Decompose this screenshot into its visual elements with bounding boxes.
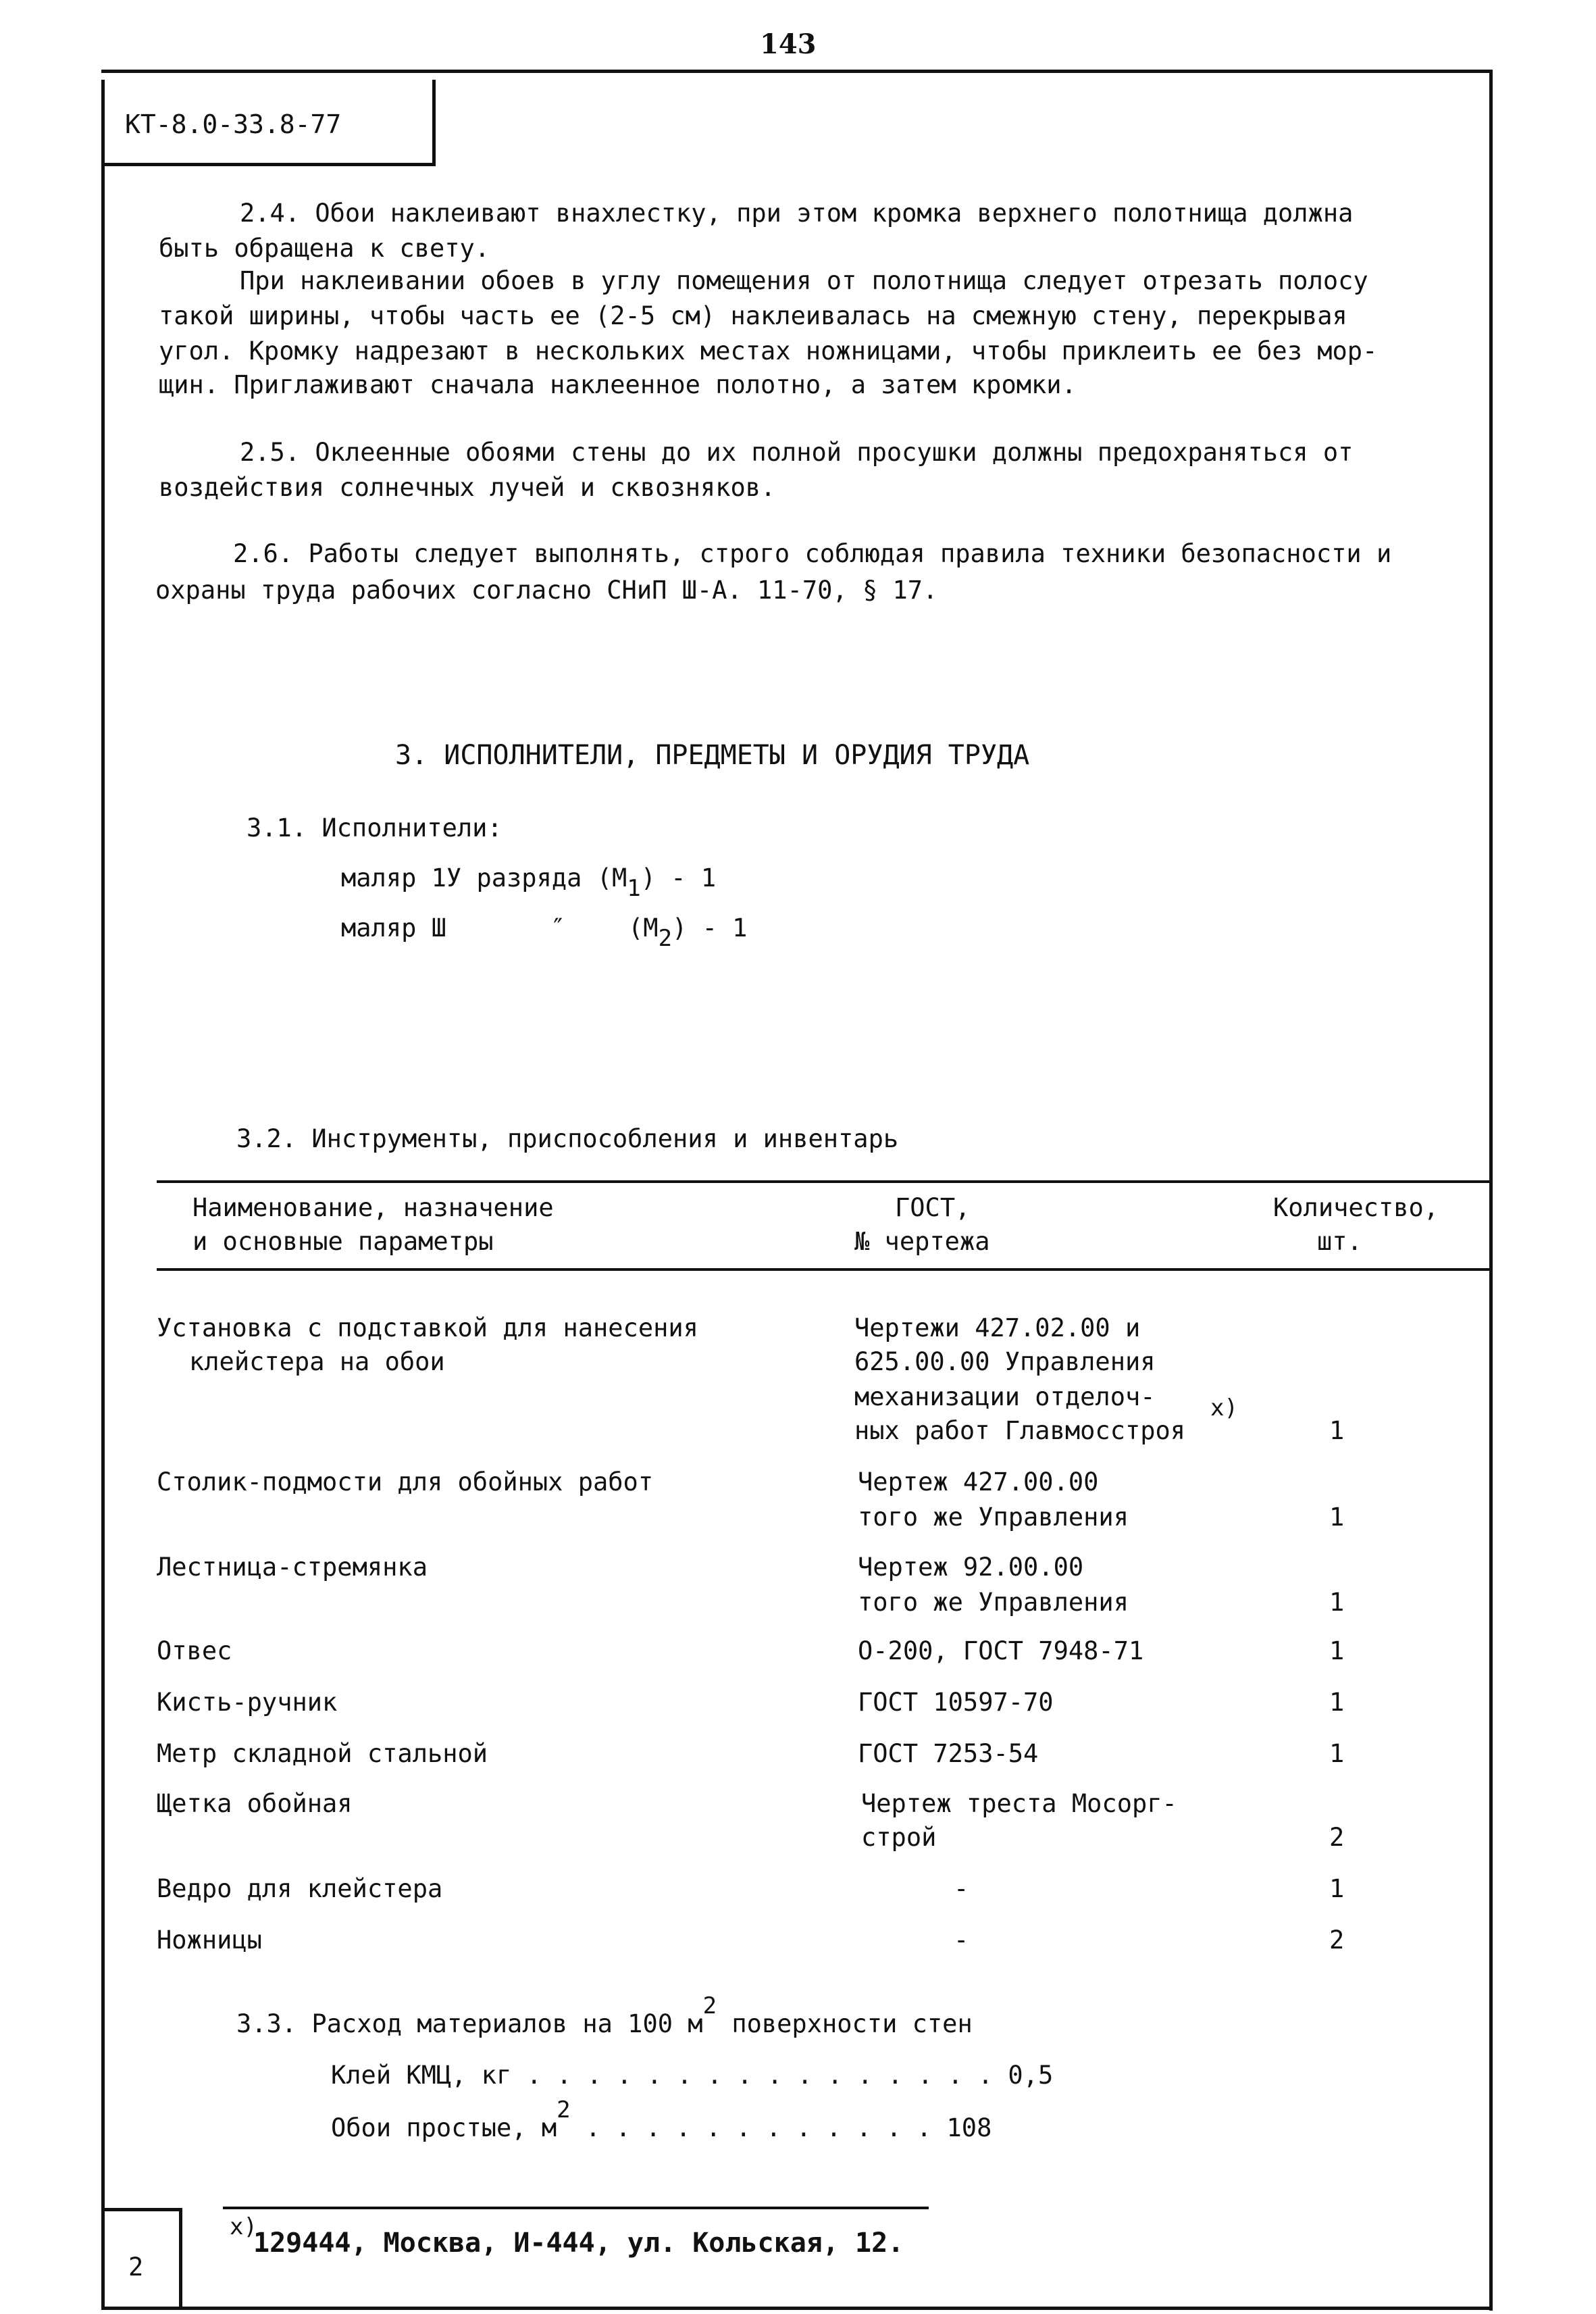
table-row-1-name-2: клейстера на обои xyxy=(189,1347,445,1376)
s33-item-wallpaper-tail: . . . . . . . . . . . . 108 xyxy=(570,2113,992,2142)
frame-left-border xyxy=(101,80,105,2309)
section-3-title: 3. ИСПОЛНИТЕЛИ, ПРЕДМЕТЫ И ОРУДИЯ ТРУДА xyxy=(395,740,1030,771)
table-row-2-gost-2: того же Управления xyxy=(858,1503,1129,1532)
table-row-8-qty: 1 xyxy=(1329,1874,1345,1903)
table-row-7-qty: 2 xyxy=(1329,1823,1345,1852)
sheet-number: 2 xyxy=(128,2253,144,2282)
s33-item-wallpaper-sup: 2 xyxy=(557,2096,571,2123)
p24-line-4: такой ширины, чтобы часть ее (2-5 см) наклеивалась на смежную стену, перекрывая xyxy=(159,301,1347,330)
table-header-gost-2: № чертежа xyxy=(854,1227,990,1256)
s32-heading: 3.2. Инструменты, приспособления и инвентарь xyxy=(236,1124,899,1153)
worker-1-text: маляр 1У разряда (М xyxy=(341,863,627,892)
worker-2-sub: 2 xyxy=(658,925,673,952)
table-row-6-name: Метр складной стальной xyxy=(157,1739,488,1768)
p25-line-2: воздействия солнечных лучей и сквозняков. xyxy=(159,473,776,502)
table-row-1-gost-1: Чертежи 427.02.00 и xyxy=(854,1313,1141,1342)
table-header-gost-1: ГОСТ, xyxy=(895,1193,971,1222)
table-row-4-qty: 1 xyxy=(1329,1636,1345,1665)
s33-heading-sup: 2 xyxy=(702,1992,717,2019)
frame-top-border xyxy=(101,70,1493,73)
worker-1-count: ) - 1 xyxy=(640,863,717,892)
s33-heading-text: 3.3. Расход материалов на 100 м xyxy=(236,2009,703,2038)
table-row-7-gost-1: Чертеж треста Мосорг- xyxy=(861,1789,1177,1818)
table-header-rule xyxy=(157,1268,1491,1271)
worker-2-grade xyxy=(628,911,748,952)
table-row-3-name: Лестница-стремянка xyxy=(157,1553,428,1582)
worker-2-grade-text: (М xyxy=(628,913,659,942)
table-row-8-gost: - xyxy=(954,1874,969,1903)
worker-2-count: ) - 1 xyxy=(672,913,748,942)
table-header-name-1: Наименование, назначение xyxy=(192,1193,554,1222)
s33-heading xyxy=(236,1992,973,2042)
footnote-mark: х) xyxy=(230,2213,257,2240)
table-row-3-gost-1: Чертеж 92.00.00 xyxy=(858,1553,1084,1582)
frame-right-border xyxy=(1489,71,1493,2311)
table-row-3-qty: 1 xyxy=(1329,1588,1345,1617)
s31-heading: 3.1. Исполнители: xyxy=(247,813,503,842)
table-row-5-gost: ГОСТ 10597-70 xyxy=(858,1688,1054,1717)
page-number: 143 xyxy=(760,28,817,60)
p24-line-3: При наклеивании обоев в углу помещения от полотнища следует отрезать полосу xyxy=(240,266,1368,295)
table-row-5-name: Кисть-ручник xyxy=(157,1688,338,1717)
table-row-1-gost-2: 625.00.00 Управления xyxy=(854,1347,1156,1376)
s33-item-wallpaper xyxy=(331,2096,992,2146)
p24-line-1: 2.4. Обои наклеивают внахлестку, при этом кромка верхнего полотнища должна xyxy=(240,199,1354,228)
p24-line-6: щин. Приглаживают сначала наклеенное полотно, а затем кромки. xyxy=(159,370,1077,399)
table-row-1-gost-3: механизации отделоч- xyxy=(854,1382,1156,1411)
table-row-1-name-1: Установка с подставкой для нанесения xyxy=(157,1313,698,1342)
table-row-1-footnote-mark: х) xyxy=(1210,1394,1238,1422)
p24-line-2: быть обращена к свету. xyxy=(159,234,490,263)
doc-code: КТ-8.0-33.8-77 xyxy=(125,109,342,139)
table-row-3-gost-2: того же Управления xyxy=(858,1588,1129,1617)
table-row-9-qty: 2 xyxy=(1329,1926,1345,1955)
footnote-text: 129444, Москва, И-444, ул. Кольская, 12. xyxy=(253,2228,904,2259)
frame-bottom-border xyxy=(101,2307,1493,2310)
worker-2-text: маляр Ш xyxy=(341,913,446,942)
p25-line-1: 2.5. Оклеенные обоями стены до их полной просушки должны предохраняться от xyxy=(240,438,1354,467)
table-row-9-name: Ножницы xyxy=(157,1926,262,1955)
worker-1 xyxy=(341,861,717,902)
worker-2 xyxy=(341,911,446,946)
p26-line-2: охраны труда рабочих согласно СНиП Ш-А. 11-70, § 17. xyxy=(155,576,938,605)
table-row-4-name: Отвес xyxy=(157,1636,232,1665)
table-header-qty-2: шт. xyxy=(1317,1227,1362,1256)
table-row-2-qty: 1 xyxy=(1329,1503,1345,1532)
table-row-7-gost-2: строй xyxy=(861,1823,937,1852)
worker-1-sub: 1 xyxy=(627,875,641,902)
s33-heading-tail: поверхности стен xyxy=(717,2009,973,2038)
worker-2-ditto: ″ xyxy=(550,913,566,942)
table-row-8-name: Ведро для клейстера xyxy=(157,1874,443,1903)
table-row-4-gost: О-200, ГОСТ 7948-71 xyxy=(858,1636,1144,1665)
s33-item-wallpaper-text: Обои простые, м xyxy=(331,2113,557,2142)
table-row-7-name: Щетка обойная xyxy=(157,1789,353,1818)
s33-item-glue: Клей КМЦ, кг . . . . . . . . . . . . . . . . 0,5 xyxy=(331,2061,1054,2090)
table-header-name-2: и основные параметры xyxy=(192,1227,494,1256)
table-row-6-gost: ГОСТ 7253-54 xyxy=(858,1739,1039,1768)
table-row-1-qty: 1 xyxy=(1329,1416,1345,1445)
table-row-5-qty: 1 xyxy=(1329,1688,1345,1717)
table-row-9-gost: - xyxy=(954,1926,969,1955)
footnote-rule xyxy=(223,2207,929,2209)
p26-line-1: 2.6. Работы следует выполнять, строго соблюдая правила техники безопасности и xyxy=(233,539,1392,568)
table-row-1-gost-4: ных работ Главмосстроя xyxy=(854,1416,1186,1445)
p24-line-5: угол. Кромку надрезают в нескольких местах ножницами, чтобы приклеить ее без мор- xyxy=(159,336,1378,366)
table-row-6-qty: 1 xyxy=(1329,1739,1345,1768)
table-header-qty-1: Количество, xyxy=(1273,1193,1439,1222)
table-row-2-name: Столик-подмости для обойных работ xyxy=(157,1467,654,1496)
table-top-rule xyxy=(157,1180,1491,1183)
table-row-2-gost-1: Чертеж 427.00.00 xyxy=(858,1467,1099,1496)
